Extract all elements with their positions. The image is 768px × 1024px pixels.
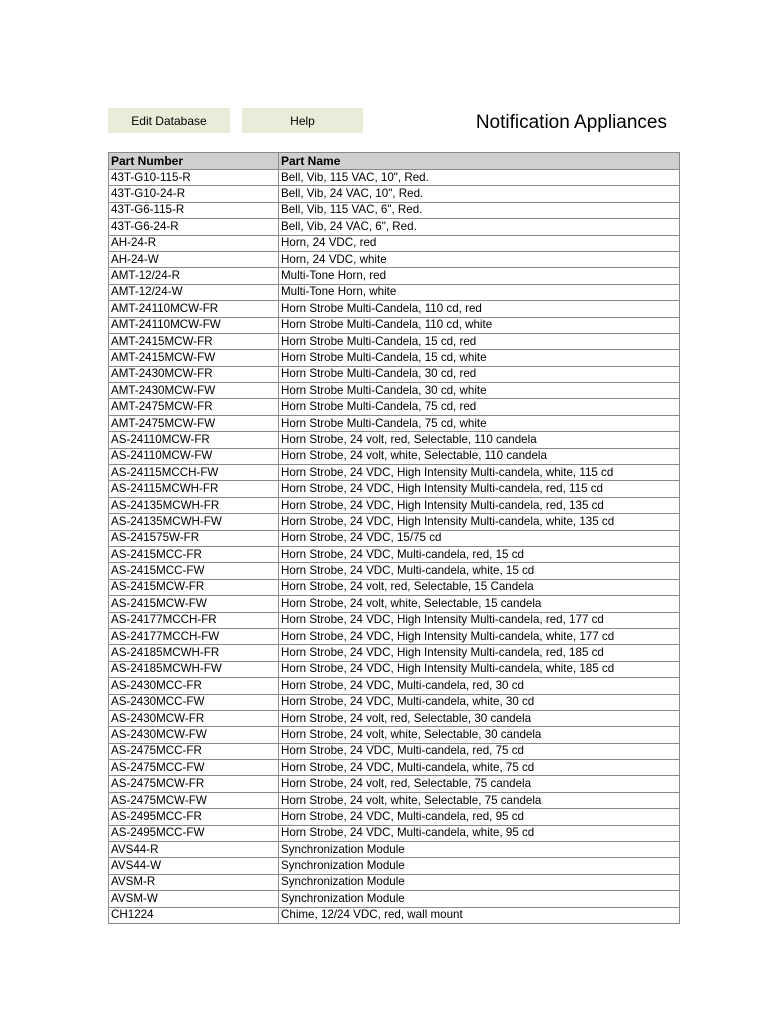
- table-row: [109, 809, 680, 825]
- table-row: [109, 874, 680, 890]
- table-row: [109, 481, 680, 497]
- part-name-cell: Synchronization Module: [279, 874, 680, 890]
- part-number-cell: AMT-2475MCW-FR: [109, 399, 279, 415]
- part-name-cell: Horn Strobe, 24 volt, white, Selectable, 15 candela: [279, 596, 680, 612]
- part-number-cell: AS-2430MCC-FR: [109, 678, 279, 694]
- part-name-cell: Horn Strobe, 24 volt, red, Selectable, 30 candela: [279, 710, 680, 726]
- column-header-part-name: Part Name: [279, 153, 680, 170]
- part-number-cell: AS-24185MCWH-FW: [109, 661, 279, 677]
- part-number-cell: AH-24-W: [109, 251, 279, 267]
- table-row: [109, 628, 680, 644]
- part-number-cell: AMT-12/24-W: [109, 284, 279, 300]
- part-name-cell: Horn Strobe, 24 volt, white, Selectable, 75 candela: [279, 792, 680, 808]
- edit-database-button[interactable]: Edit Database: [108, 108, 230, 133]
- part-name-cell: Horn Strobe, 24 VDC, High Intensity Multi-candela, red, 185 cd: [279, 645, 680, 661]
- table-row: [109, 251, 680, 267]
- part-number-cell: AS-2415MCC-FW: [109, 563, 279, 579]
- part-number-cell: AS-2495MCC-FR: [109, 809, 279, 825]
- table-row: [109, 415, 680, 431]
- part-name-cell: Horn Strobe, 24 VDC, High Intensity Multi-candela, red, 177 cd: [279, 612, 680, 628]
- part-name-cell: Horn Strobe Multi-Candela, 15 cd, white: [279, 350, 680, 366]
- part-name-cell: Horn Strobe, 24 VDC, Multi-candela, white, 30 cd: [279, 694, 680, 710]
- part-name-cell: Horn Strobe, 24 volt, white, Selectable, 30 candela: [279, 727, 680, 743]
- table-row: [109, 284, 680, 300]
- part-number-cell: AS-241575W-FR: [109, 530, 279, 546]
- part-number-cell: AMT-2415MCW-FW: [109, 350, 279, 366]
- part-number-cell: 43T-G6-24-R: [109, 219, 279, 235]
- part-name-cell: Synchronization Module: [279, 842, 680, 858]
- part-number-cell: AMT-12/24-R: [109, 268, 279, 284]
- table-row: [109, 235, 680, 251]
- table-row: [109, 350, 680, 366]
- table-row: [109, 776, 680, 792]
- part-number-cell: AS-24185MCWH-FR: [109, 645, 279, 661]
- part-name-cell: Horn Strobe Multi-Candela, 15 cd, red: [279, 333, 680, 349]
- part-name-cell: Horn Strobe, 24 VDC, Multi-candela, red, 15 cd: [279, 546, 680, 562]
- help-button[interactable]: Help: [242, 108, 363, 133]
- part-number-cell: AVS44-W: [109, 858, 279, 874]
- table-row: [109, 743, 680, 759]
- part-number-cell: AS-2475MCC-FW: [109, 760, 279, 776]
- table-row: [109, 465, 680, 481]
- part-name-cell: Horn, 24 VDC, white: [279, 251, 680, 267]
- table-header-row: [109, 153, 680, 170]
- part-name-cell: Horn Strobe, 24 VDC, Multi-candela, red, 30 cd: [279, 678, 680, 694]
- part-number-cell: AMT-2475MCW-FW: [109, 415, 279, 431]
- part-name-cell: Multi-Tone Horn, white: [279, 284, 680, 300]
- part-name-cell: Bell, Vib, 115 VAC, 6", Red.: [279, 202, 680, 218]
- table-row: [109, 891, 680, 907]
- part-name-cell: Horn Strobe, 24 VDC, Multi-candela, red, 95 cd: [279, 809, 680, 825]
- part-name-cell: Synchronization Module: [279, 858, 680, 874]
- table-row: [109, 858, 680, 874]
- table-row: [109, 366, 680, 382]
- table-row: [109, 792, 680, 808]
- table-row: [109, 202, 680, 218]
- part-number-cell: AVS44-R: [109, 842, 279, 858]
- table-row: [109, 432, 680, 448]
- parts-table: [108, 152, 680, 924]
- part-number-cell: CH1224: [109, 907, 279, 923]
- part-name-cell: Horn Strobe, 24 VDC, High Intensity Multi-candela, red, 135 cd: [279, 497, 680, 513]
- part-name-cell: Horn Strobe, 24 VDC, High Intensity Multi-candela, white, 177 cd: [279, 628, 680, 644]
- part-number-cell: AS-24177MCCH-FW: [109, 628, 279, 644]
- part-name-cell: Horn Strobe, 24 volt, white, Selectable, 110 candela: [279, 448, 680, 464]
- part-name-cell: Horn Strobe, 24 volt, red, Selectable, 110 candela: [279, 432, 680, 448]
- part-number-cell: AS-2475MCC-FR: [109, 743, 279, 759]
- table-row: [109, 546, 680, 562]
- part-name-cell: Horn Strobe, 24 VDC, 15/75 cd: [279, 530, 680, 546]
- part-name-cell: Multi-Tone Horn, red: [279, 268, 680, 284]
- part-number-cell: 43T-G6-115-R: [109, 202, 279, 218]
- part-name-cell: Horn Strobe, 24 VDC, Multi-candela, white, 15 cd: [279, 563, 680, 579]
- part-name-cell: Horn Strobe, 24 VDC, High Intensity Multi-candela, white, 135 cd: [279, 514, 680, 530]
- table-row: [109, 710, 680, 726]
- part-name-cell: Horn Strobe, 24 VDC, High Intensity Multi-candela, white, 185 cd: [279, 661, 680, 677]
- table-row: [109, 170, 680, 186]
- part-name-cell: Horn, 24 VDC, red: [279, 235, 680, 251]
- part-number-cell: AMT-2415MCW-FR: [109, 333, 279, 349]
- part-name-cell: Bell, Vib, 24 VAC, 10", Red.: [279, 186, 680, 202]
- part-name-cell: Bell, Vib, 115 VAC, 10", Red.: [279, 170, 680, 186]
- table-row: [109, 268, 680, 284]
- part-number-cell: AS-2475MCW-FR: [109, 776, 279, 792]
- part-name-cell: Horn Strobe, 24 VDC, Multi-candela, white, 75 cd: [279, 760, 680, 776]
- part-number-cell: AMT-24110MCW-FR: [109, 301, 279, 317]
- table-row: [109, 596, 680, 612]
- part-number-cell: AS-24135MCWH-FW: [109, 514, 279, 530]
- table-row: [109, 645, 680, 661]
- table-row: [109, 399, 680, 415]
- table-row: [109, 186, 680, 202]
- part-number-cell: AS-2430MCW-FR: [109, 710, 279, 726]
- part-number-cell: AS-24135MCWH-FR: [109, 497, 279, 513]
- table-body: [109, 170, 680, 924]
- column-header-part-number: Part Number: [109, 153, 279, 170]
- part-number-cell: AVSM-R: [109, 874, 279, 890]
- table-row: [109, 219, 680, 235]
- table-row: [109, 301, 680, 317]
- part-number-cell: AS-2415MCC-FR: [109, 546, 279, 562]
- part-number-cell: AMT-24110MCW-FW: [109, 317, 279, 333]
- table-row: [109, 563, 680, 579]
- table-row: [109, 661, 680, 677]
- part-number-cell: AS-24115MCCH-FW: [109, 465, 279, 481]
- table-row: [109, 907, 680, 923]
- part-number-cell: 43T-G10-115-R: [109, 170, 279, 186]
- part-name-cell: Horn Strobe Multi-Candela, 75 cd, white: [279, 415, 680, 431]
- part-name-cell: Horn Strobe, 24 volt, red, Selectable, 15 Candela: [279, 579, 680, 595]
- table-row: [109, 497, 680, 513]
- table-row: [109, 579, 680, 595]
- table-row: [109, 825, 680, 841]
- part-number-cell: AS-2430MCC-FW: [109, 694, 279, 710]
- part-name-cell: Horn Strobe Multi-Candela, 75 cd, red: [279, 399, 680, 415]
- part-name-cell: Horn Strobe, 24 VDC, High Intensity Multi-candela, red, 115 cd: [279, 481, 680, 497]
- part-name-cell: Horn Strobe, 24 VDC, Multi-candela, red, 75 cd: [279, 743, 680, 759]
- part-number-cell: AS-2415MCW-FR: [109, 579, 279, 595]
- table-row: [109, 694, 680, 710]
- part-name-cell: Synchronization Module: [279, 891, 680, 907]
- part-number-cell: 43T-G10-24-R: [109, 186, 279, 202]
- part-name-cell: Horn Strobe, 24 VDC, Multi-candela, white, 95 cd: [279, 825, 680, 841]
- table-row: [109, 333, 680, 349]
- table-row: [109, 727, 680, 743]
- part-name-cell: Horn Strobe, 24 VDC, High Intensity Multi-candela, white, 115 cd: [279, 465, 680, 481]
- part-number-cell: AS-2430MCW-FW: [109, 727, 279, 743]
- table-row: [109, 383, 680, 399]
- part-number-cell: AS-24177MCCH-FR: [109, 612, 279, 628]
- part-number-cell: AS-2415MCW-FW: [109, 596, 279, 612]
- table-row: [109, 514, 680, 530]
- table-row: [109, 842, 680, 858]
- part-number-cell: AS-2495MCC-FW: [109, 825, 279, 841]
- table-row: [109, 448, 680, 464]
- part-name-cell: Bell, Vib, 24 VAC, 6", Red.: [279, 219, 680, 235]
- part-name-cell: Horn Strobe Multi-Candela, 30 cd, red: [279, 366, 680, 382]
- part-number-cell: AS-24110MCW-FR: [109, 432, 279, 448]
- part-number-cell: AS-2475MCW-FW: [109, 792, 279, 808]
- table-row: [109, 678, 680, 694]
- table-row: [109, 530, 680, 546]
- table-row: [109, 760, 680, 776]
- part-number-cell: AMT-2430MCW-FW: [109, 383, 279, 399]
- part-number-cell: AS-24110MCW-FW: [109, 448, 279, 464]
- part-number-cell: AH-24-R: [109, 235, 279, 251]
- part-name-cell: Horn Strobe Multi-Candela, 30 cd, white: [279, 383, 680, 399]
- page-title: Notification Appliances: [475, 112, 667, 133]
- part-number-cell: AVSM-W: [109, 891, 279, 907]
- part-name-cell: Horn Strobe Multi-Candela, 110 cd, red: [279, 301, 680, 317]
- part-name-cell: Horn Strobe, 24 volt, red, Selectable, 75 candela: [279, 776, 680, 792]
- part-number-cell: AMT-2430MCW-FR: [109, 366, 279, 382]
- part-name-cell: Horn Strobe Multi-Candela, 110 cd, white: [279, 317, 680, 333]
- table-row: [109, 317, 680, 333]
- table-row: [109, 612, 680, 628]
- part-name-cell: Chime, 12/24 VDC, red, wall mount: [279, 907, 680, 923]
- part-number-cell: AS-24115MCWH-FR: [109, 481, 279, 497]
